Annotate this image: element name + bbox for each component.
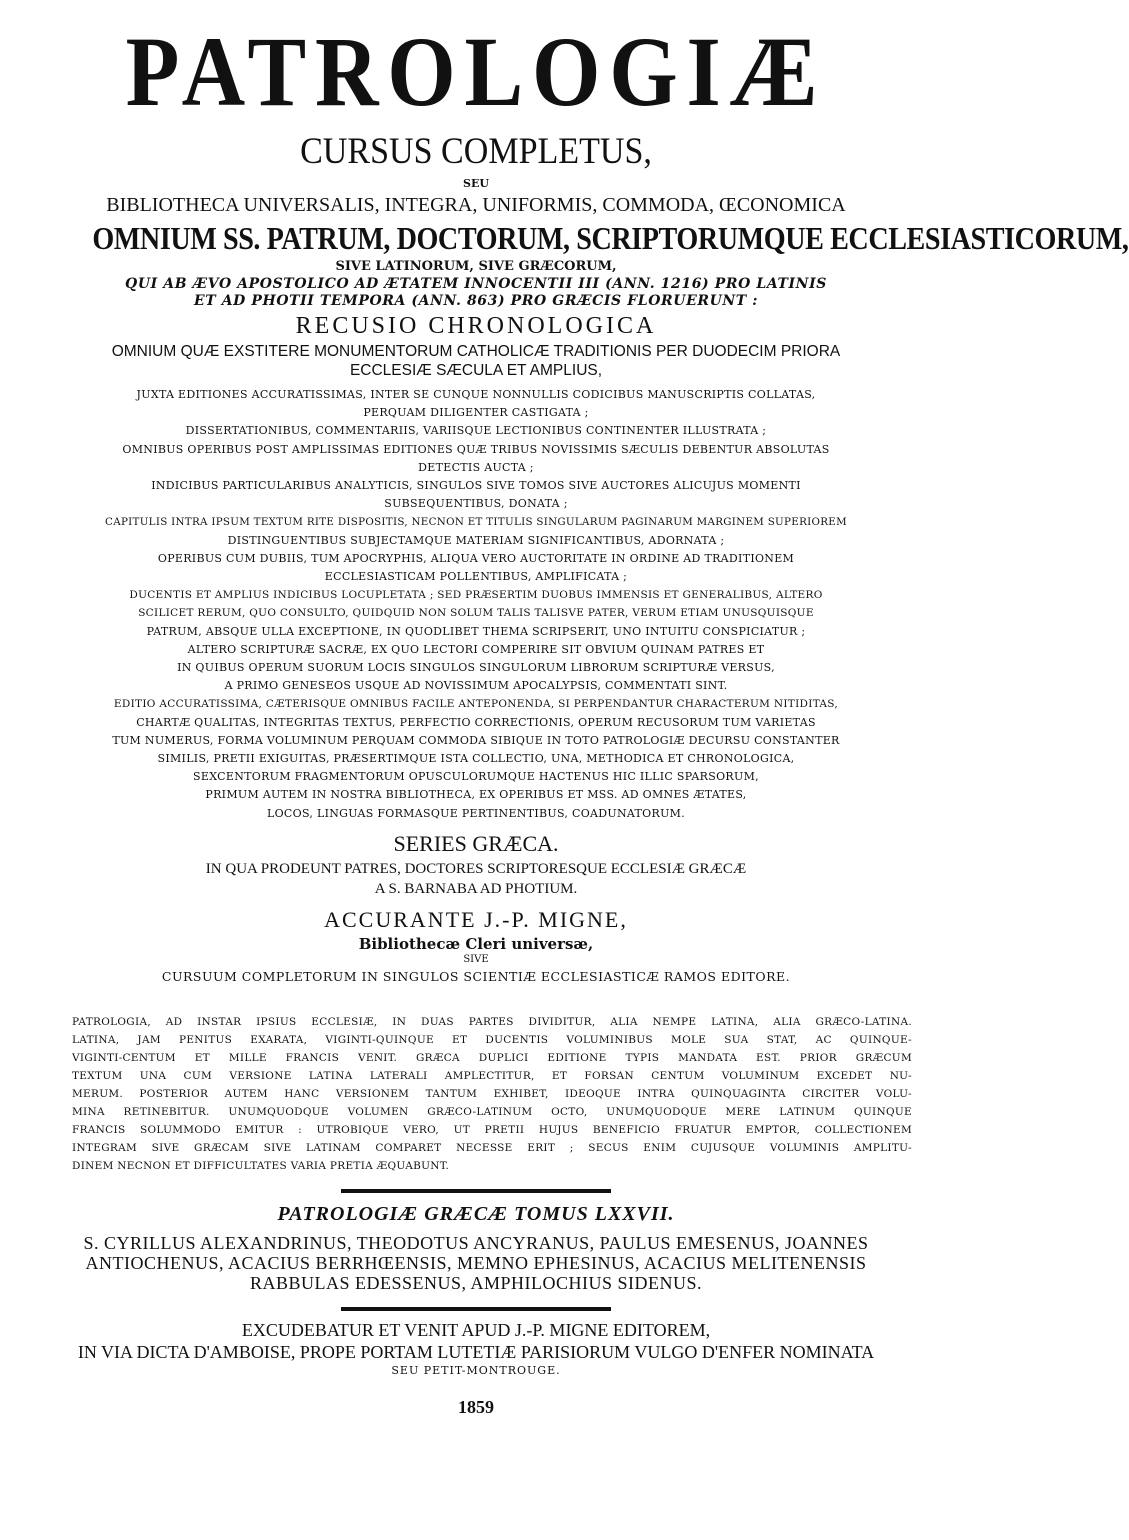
publication-year: 1859	[458, 1396, 494, 1417]
series-heading: SERIES GRÆCA.	[393, 830, 559, 856]
tomus-heading: PATROLOGIÆ GRÆCÆ TOMUS LXXVII.	[277, 1202, 675, 1225]
note-line: DINEM NECNON ET DIFFICULTATES VARIA PRETIA ÆQUABUNT.	[72, 1159, 450, 1172]
description-line: SCILICET RERUM, QUO CONSULTO, QUIDQUID NON SOLUM TALIS TALISVE PATER, VERUM ETIAM UNUSQUISQUE	[138, 607, 814, 620]
description-line: DISSERTATIONIBUS, COMMENTARIIS, VARIISQUE LECTIONIBUS CONTINENTER ILLUSTRATA ;	[185, 424, 767, 438]
omnium-quae-line-2: ECCLESIÆ SÆCULA ET AMPLIUS,	[349, 362, 603, 379]
omnium-line: OMNIUM SS. PATRUM, DOCTORUM, SCRIPTORUMQUE ECCLESIASTICORUM,	[92, 220, 1129, 256]
note-line: LATINA, JAM PENITUS EXARATA, VIGINTI-QUINQUE ET DUCENTIS VOLUMINIBUS MOLE SUA STAT, AC QUINQUE-	[72, 1033, 912, 1046]
publisher-note	[72, 1013, 912, 1175]
note-line: MERUM. POSTERIOR AUTEM HANC VERSIONEM TANTUM EXHIBET, IDEOQUE INTRA QUINQUAGINTA CIRCITER VOLU-	[72, 1087, 912, 1100]
description-line: A PRIMO GENESEOS USQUE AD NOVISSIMUM APOCALYPSIS, COMMENTATI SINT.	[224, 679, 728, 693]
cursuum-line: CURSUUM COMPLETORUM IN SINGULOS SCIENTIÆ ECCLESIASTICÆ RAMOS EDITORE.	[161, 968, 791, 984]
sive-label: SIVE	[463, 953, 489, 965]
description-line: EDITIO ACCURATISSIMA, CÆTERISQUE OMNIBUS FACILE ANTEPONENDA, SI PERPENDANTUR CHARACTERUM NITIDITAS,	[113, 698, 839, 711]
description-line: LOCOS, LINGUAS FORMASQUE PERTINENTIBUS, COADUNATORUM.	[266, 806, 685, 820]
in-qua-line-1: IN QUA PRODEUNT PATRES, DOCTORES SCRIPTORESQUE ECCLESIÆ GRÆCÆ	[205, 860, 747, 877]
excudebatur-line-2: IN VIA DICTA D'AMBOISE, PROPE PORTAM LUTETIÆ PARISIORUM VULGO D'ENFER NOMINATA	[77, 1341, 875, 1362]
description-line: ALTERO SCRIPTURÆ SACRÆ, EX QUO LECTORI COMPERIRE SIT OBVIUM QUINAM PATRES ET	[187, 642, 765, 656]
description-line: IN QUIBUS OPERUM SUORUM LOCIS SINGULOS SINGULORUM LIBRORUM SCRIPTURÆ VERSUS,	[177, 661, 775, 675]
sive-latinorum-line: SIVE LATINORUM, SIVE GRÆCORUM,	[335, 259, 617, 274]
main-title: PATROLOGIÆ	[125, 16, 827, 127]
note-line: VIGINTI-CENTUM ET MILLE FRANCIS VENIT. GRÆCA DUPLICI EDITIONE TYPIS MANDATA EST. PRIOR GRÆCUM	[72, 1051, 912, 1064]
note-line: FRANCIS SOLUMMODO EMITUR : UTROBIQUE VERO, UT PRETII HUJUS BENEFICIO FRUATUR EMPTOR, COLLECTIONEM	[72, 1123, 912, 1136]
divider-rule	[341, 1189, 611, 1193]
subtitle: CURSUS COMPLETUS,	[300, 131, 652, 172]
description-line: INDICIBUS PARTICULARIBUS ANALYTICIS, SINGULOS SIVE TOMOS SIVE AUCTORES ALICUJUS MOMENTI	[151, 479, 801, 493]
in-qua-line-2: A S. BARNABA AD PHOTIUM.	[374, 880, 578, 897]
description-line: CAPITULIS INTRA IPSUM TEXTUM RITE DISPOSITIS, NECNON ET TITULIS SINGULARUM PAGINARUM MARGINEM SUPERIOREM	[105, 516, 847, 529]
note-line: INTEGRAM SIVE GRÆCAM SIVE LATINAM COMPARET NECESSE ERIT ; SECUS ENIM CUJUSQUE VOLUMINIS AMPLITU-	[72, 1141, 912, 1154]
description-line: JUXTA EDITIONES ACCURATISSIMAS, INTER SE CUNQUE NONNULLIS CODICIBUS MANUSCRIPTIS COLLATAS,	[136, 388, 816, 401]
description-line: DETECTIS AUCTA ;	[418, 460, 534, 474]
description-line: SEXCENTORUM FRAGMENTORUM OPUSCULORUMQUE HACTENUS HIC ILLIC SPARSORUM,	[193, 770, 759, 784]
description-line: DUCENTIS ET AMPLIUS INDICIBUS LOCUPLETATA ; SED PRÆSERTIM DUOBUS IMMENSIS ET GENERALIBUS, ALTERO	[129, 589, 823, 602]
description-line: ECCLESIASTICAM POLLENTIBUS, AMPLIFICATA ;	[324, 570, 628, 584]
omnium-quae-line-1: OMNIUM QUÆ EXSTITERE MONUMENTORUM CATHOLICÆ TRADITIONIS PER DUODECIM PRIORA	[111, 343, 841, 360]
authors-line-3: RABBULAS EDESSENUS, AMPHILOCHIUS SIDENUS.	[249, 1272, 703, 1293]
bibliotheca-line: BIBLIOTHECA UNIVERSALIS, INTEGRA, UNIFORMIS, COMMODA, ŒCONOMICA	[106, 194, 846, 216]
description-line: SIMILIS, PRETII EXIGUITAS, PRÆSERTIMQUE ISTA COLLECTIO, UNA, METHODICA ET CHRONOLOGICA,	[157, 752, 795, 766]
authors-line-2: ANTIOCHENUS, ACACIUS BERRHŒENSIS, MEMNO EPHESINUS, ACACIUS MELITENENSIS	[85, 1252, 867, 1273]
divider-rule	[341, 1307, 611, 1311]
bibliothecae-cleri-line: Bibliothecæ Cleri universæ,	[358, 934, 594, 953]
description-line: PATRUM, ABSQUE ULLA EXCEPTIONE, IN QUODLIBET THEMA SCRIPSERIT, UNO INTUITU CONSPICIATUR ;	[146, 624, 806, 638]
recusio-heading: RECUSIO CHRONOLOGICA	[295, 313, 657, 339]
note-line: PATROLOGIA, AD INSTAR IPSIUS ECCLESIÆ, IN DUAS PARTES DIVIDITUR, ALIA NEMPE LATINA, ALIA GRÆCO-LATINA.	[72, 1015, 912, 1028]
accurante-line: ACCURANTE J.-P. MIGNE,	[324, 906, 628, 932]
qui-ab-aevo-line-1: QUI AB ÆVO APOSTOLICO AD ÆTATEM INNOCENTII III (ANN. 1216) PRO LATINIS	[125, 276, 827, 292]
description-line: SUBSEQUENTIBUS, DONATA ;	[384, 497, 568, 511]
description-line: PRIMUM AUTEM IN NOSTRA BIBLIOTHECA, EX OPERIBUS ET MSS. AD OMNES ÆTATES,	[205, 788, 747, 802]
description-block	[40, 386, 912, 823]
description-line: OPERIBUS CUM DUBIIS, TUM APOCRYPHIS, ALIQUA VERO AUCTORITATE IN ORDINE AD TRADITIONEM	[157, 551, 795, 565]
description-line: CHARTÆ QUALITAS, INTEGRITAS TEXTUS, PERFECTIO CORRECTIONIS, OPERUM RECUSORUM TUM VARIETAS	[136, 715, 816, 729]
note-line: MINA RETINEBITUR. UNUMQUODQUE VOLUMEN GRÆCO-LATINUM OCTO, UNUMQUODQUE MERE LATINUM QUINQUE	[72, 1105, 912, 1118]
seu-petit-line: SEU PETIT-MONTROUGE.	[391, 1363, 561, 1377]
seu-label: SEU	[463, 177, 489, 190]
description-line: OMNIBUS OPERIBUS POST AMPLISSIMAS EDITIONES QUÆ TRIBUS NOVISSIMIS SÆCULIS DEBENTUR ABSOLUTAS	[122, 442, 830, 456]
description-line: DISTINGUENTIBUS SUBJECTAMQUE MATERIAM SIGNIFICANTIBUS, ADORNATA ;	[227, 533, 725, 547]
description-line: PERQUAM DILIGENTER CASTIGATA ;	[363, 406, 589, 420]
excudebatur-line-1: EXCUDEBATUR ET VENIT APUD J.-P. MIGNE EDITOREM,	[241, 1319, 711, 1340]
authors-line-1: S. CYRILLUS ALEXANDRINUS, THEODOTUS ANCYRANUS, PAULUS EMESENUS, JOANNES	[83, 1232, 869, 1253]
description-line: TUM NUMERUS, FORMA VOLUMINUM PERQUAM COMMODA SIBIQUE IN TOTO PATROLOGIÆ DECURSU CONSTANTER	[112, 733, 840, 747]
qui-ab-aevo-line-2: ET AD PHOTII TEMPORA (ANN. 863) PRO GRÆCIS FLORUERUNT :	[193, 293, 759, 309]
note-line: TEXTUM UNA CUM VERSIONE LATINA LATERALI AMPLECTITUR, ET FORSAN CENTUM VOLUMINUM EXCEDET NU-	[72, 1069, 912, 1082]
